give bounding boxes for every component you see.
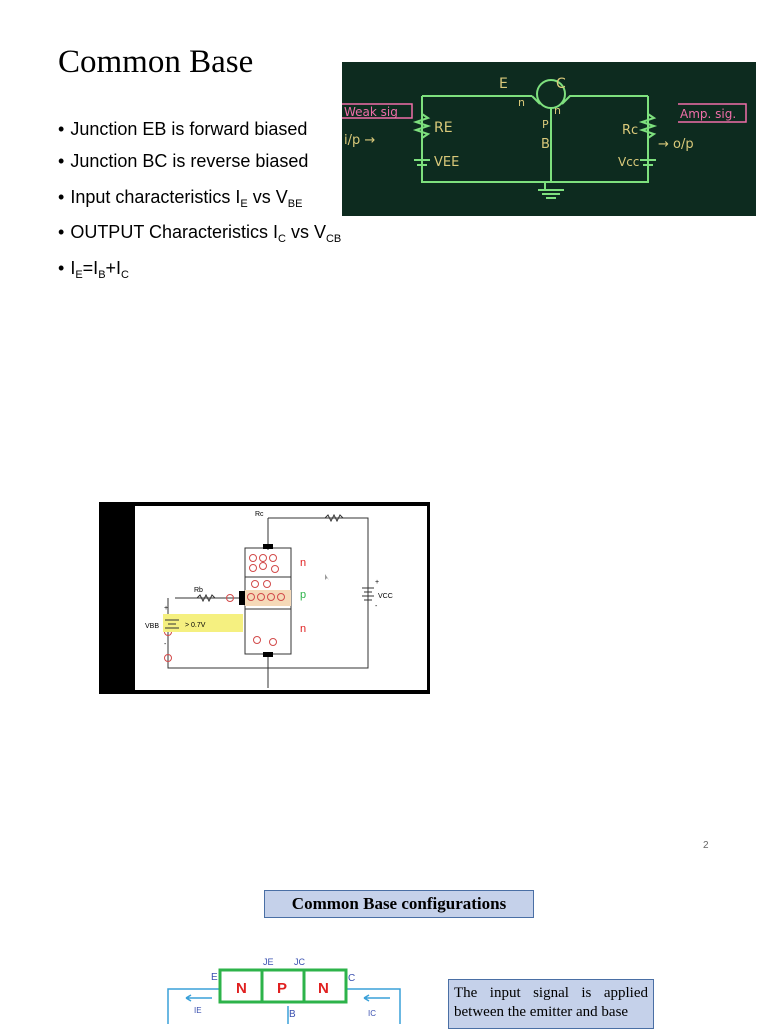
vcc-minus: - bbox=[375, 603, 378, 610]
p-region-middle: p bbox=[300, 589, 307, 601]
je-label: JE bbox=[263, 957, 274, 967]
input-label: i/p → bbox=[344, 133, 376, 148]
npn-config-diagram bbox=[160, 954, 420, 1024]
rb-label: Rb bbox=[194, 587, 203, 594]
bullet-bc: • Junction BC is reverse biased bbox=[58, 151, 309, 171]
n-region-left: n bbox=[518, 96, 525, 109]
vee-label: VEE bbox=[434, 155, 460, 170]
base-region: P bbox=[277, 980, 288, 997]
n-region-bottom: n bbox=[300, 623, 307, 635]
emitter-label: E bbox=[499, 76, 508, 92]
vbb-plus: + bbox=[164, 605, 169, 612]
weak-signal-label: Weak sig bbox=[344, 105, 398, 119]
bullet-eb: • Junction EB is forward biased bbox=[58, 119, 308, 139]
n-region-right: n bbox=[554, 104, 561, 117]
transistor-simulation-image bbox=[135, 506, 427, 690]
base-label: B bbox=[541, 137, 550, 152]
collector-terminal: C bbox=[348, 973, 356, 984]
rc-label: Rc bbox=[622, 123, 639, 138]
jc-label: JC bbox=[294, 957, 305, 967]
collector-label: C bbox=[556, 76, 566, 92]
base-terminal: B bbox=[289, 1009, 296, 1020]
emitter-region: N bbox=[236, 980, 247, 997]
chalkboard-circuit-image bbox=[342, 62, 756, 216]
vcc-plus: + bbox=[375, 579, 380, 586]
output-label: → o/p bbox=[658, 137, 694, 152]
bullet-output-characteristics: • OUTPUT Characteristics $I_C$ vs $V_{CB}$ bbox=[58, 222, 342, 245]
collector-region: N bbox=[318, 980, 329, 997]
rc-label: Rc bbox=[255, 511, 264, 518]
configuration-description: The input signal is applied between the emitter and base bbox=[448, 979, 654, 1029]
vbb-label: VBB bbox=[145, 623, 160, 630]
amp-signal-label: Amp. sig. bbox=[680, 107, 737, 121]
n-region-top: n bbox=[300, 557, 307, 569]
re-label: RE bbox=[434, 120, 453, 136]
voltage-readout: > 0.7V bbox=[185, 622, 206, 629]
vbb-minus: - bbox=[164, 641, 167, 648]
configurations-title: Common Base configurations bbox=[264, 890, 534, 918]
slide-title: Common Base bbox=[58, 44, 254, 80]
emitter-terminal: E bbox=[211, 972, 218, 983]
ie-label: IE bbox=[194, 1006, 202, 1015]
ic-label: IC bbox=[368, 1009, 376, 1018]
page-number: 2 bbox=[703, 840, 709, 851]
p-region: P bbox=[542, 118, 549, 131]
vcc-label: VCC bbox=[378, 593, 393, 600]
bullet-input-characteristics: • Input characteristics $I_E$ vs $V_{BE}$ bbox=[58, 187, 303, 210]
vcc-label: Vcc bbox=[618, 155, 640, 169]
bullet-current-equation: • $I_E=I_B+I_C$ bbox=[58, 258, 129, 281]
